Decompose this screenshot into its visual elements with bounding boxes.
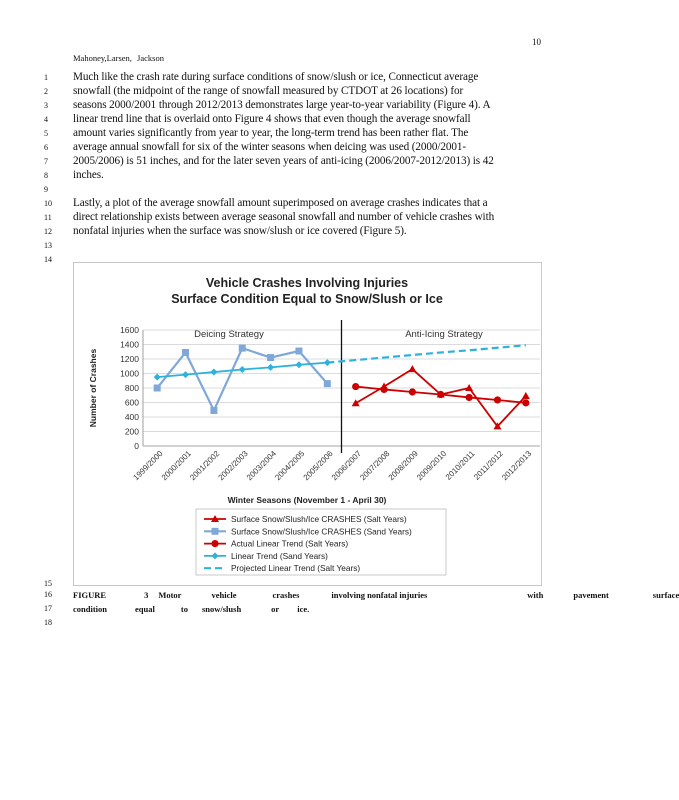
y-tick-label: 200 bbox=[124, 426, 139, 437]
running-header: Mahoney,Larsen, Jackson bbox=[73, 53, 164, 63]
line-number: 5 bbox=[44, 129, 48, 138]
line-number: 8 bbox=[44, 171, 48, 180]
line-number: 1 bbox=[44, 73, 48, 82]
y-tick-label: 1200 bbox=[120, 354, 139, 364]
x-tick-label: 2006/2007 bbox=[329, 449, 364, 483]
caption-word: to bbox=[180, 604, 188, 614]
page-number: 10 bbox=[532, 37, 541, 47]
line-number: 11 bbox=[44, 213, 52, 222]
x-axis-label: Winter Seasons (November 1 - April 30) bbox=[227, 495, 387, 505]
caption-word: surface bbox=[652, 590, 679, 600]
point-sand-crash bbox=[295, 348, 302, 355]
line-number: 14 bbox=[44, 255, 52, 264]
caption-word: involving nonfatal injuries bbox=[331, 590, 428, 600]
figure-caption-line-2 bbox=[73, 604, 309, 614]
line-number: 16 bbox=[44, 590, 52, 599]
point-salt-crash bbox=[522, 392, 530, 399]
point-sand-trend bbox=[210, 369, 217, 376]
point-sand-crash bbox=[324, 380, 331, 387]
caption-word: 3 bbox=[144, 590, 149, 600]
point-sand-trend bbox=[295, 361, 302, 368]
point-salt-trend bbox=[494, 396, 501, 403]
annotation-deicing: Deicing Strategy bbox=[194, 329, 264, 340]
text-line: 2005/2006) is 51 inches, and for the later seven years of anti-icing (2006/2007-2012/2013) is 42 bbox=[73, 155, 494, 167]
text-line: snowfall (the midpoint of the range of snowfall measured by CTDOT at 26 locations) for bbox=[73, 85, 464, 97]
annotation-anti-icing: Anti-Icing Strategy bbox=[405, 329, 483, 340]
series-line-projected bbox=[327, 345, 526, 362]
point-salt-trend bbox=[466, 394, 473, 401]
line-number: 7 bbox=[44, 157, 48, 166]
text-line: Lastly, a plot of the average snowfall amount superimposed on average crashes indicates that a bbox=[73, 197, 488, 209]
line-number: 18 bbox=[44, 618, 52, 627]
line-number: 17 bbox=[44, 604, 52, 613]
point-sand-crash bbox=[239, 345, 246, 352]
text-line: seasons 2000/2001 through 2012/2013 demonstrates large year-to-year variability (Figure 4). A bbox=[73, 99, 491, 111]
text-line: nonfatal injuries when the surface was snow/slush or ice covered (Figure 5). bbox=[73, 225, 407, 237]
line-number: 13 bbox=[44, 241, 52, 250]
point-sand-trend bbox=[154, 374, 161, 381]
text-line: average annual snowfall for six of the winter seasons when deicing was used (2000/2001- bbox=[73, 141, 467, 153]
caption-word: ice. bbox=[297, 604, 310, 614]
legend-marker-sand-crash bbox=[212, 528, 219, 535]
x-tick-label: 2000/2001 bbox=[159, 449, 193, 483]
point-salt-trend bbox=[522, 399, 529, 406]
point-sand-crash bbox=[267, 354, 274, 361]
point-sand-trend bbox=[239, 366, 246, 373]
chart-subtitle: Surface Condition Equal to Snow/Slush or Ice bbox=[171, 292, 443, 306]
caption-word: vehicle bbox=[211, 590, 237, 600]
line-number: 6 bbox=[44, 143, 48, 152]
text-line: direct relationship exists between average seasonal snowfall and number of vehicle crashes with bbox=[73, 211, 495, 223]
caption-word: condition bbox=[73, 604, 108, 614]
y-tick-label: 0 bbox=[134, 441, 139, 451]
point-sand-trend bbox=[182, 371, 189, 378]
point-salt-trend bbox=[409, 388, 416, 395]
text-line: linear trend line that is overlaid onto Figure 4 shows that even though the average snowfall bbox=[73, 113, 471, 125]
point-salt-trend bbox=[352, 383, 359, 390]
x-tick-label: 2001/2002 bbox=[188, 449, 222, 483]
x-tick-label: 2012/2013 bbox=[500, 449, 534, 483]
figure-caption-line-1 bbox=[73, 590, 679, 600]
y-tick-label: 800 bbox=[124, 383, 139, 393]
line-number: 9 bbox=[44, 185, 48, 194]
caption-word: or bbox=[271, 604, 280, 614]
line-number: 12 bbox=[44, 227, 52, 236]
caption-word: snow/slush bbox=[201, 604, 242, 614]
y-axis-label: Number of Crashes bbox=[88, 348, 98, 428]
x-tick-label: 1999/2000 bbox=[131, 449, 165, 483]
crash-chart-svg bbox=[74, 263, 541, 585]
caption-word: FIGURE bbox=[73, 590, 107, 600]
text-line: inches. bbox=[73, 169, 104, 181]
figure-chart bbox=[73, 262, 542, 586]
x-tick-label: 2005/2006 bbox=[301, 449, 335, 483]
y-tick-label: 1000 bbox=[120, 368, 139, 379]
series-line-sand-crash bbox=[157, 348, 327, 410]
x-tick-label: 2010/2011 bbox=[443, 449, 477, 482]
text-line: amount varies significantly from year to year, the long-term trend has been rather flat. The bbox=[73, 127, 469, 139]
point-salt-crash bbox=[465, 384, 473, 391]
point-sand-crash bbox=[182, 349, 189, 356]
point-sand-crash bbox=[154, 385, 161, 392]
legend-label: Linear Trend (Sand Years) bbox=[231, 550, 328, 561]
line-number: 2 bbox=[44, 87, 48, 96]
line-number: 15 bbox=[44, 579, 52, 588]
x-tick-label: 2007/2008 bbox=[358, 449, 392, 483]
point-salt-crash bbox=[380, 383, 388, 390]
line-number: 10 bbox=[44, 199, 52, 208]
y-tick-label: 400 bbox=[124, 412, 139, 422]
x-tick-label: 2009/2010 bbox=[415, 449, 449, 483]
x-tick-label: 2004/2005 bbox=[273, 449, 307, 483]
x-tick-label: 2011/2012 bbox=[472, 449, 505, 482]
y-tick-label: 1400 bbox=[120, 339, 139, 350]
legend-label: Actual Linear Trend (Salt Years) bbox=[231, 538, 349, 549]
legend-label: Surface Snow/Slush/Ice CRASHES (Salt Years) bbox=[231, 514, 407, 524]
caption-word: equal bbox=[135, 604, 155, 614]
point-sand-crash bbox=[210, 407, 217, 414]
caption-word: with bbox=[527, 590, 544, 600]
point-salt-crash bbox=[408, 365, 416, 372]
line-number: 4 bbox=[44, 115, 48, 124]
caption-word: pavement bbox=[573, 590, 609, 600]
caption-word: Motor bbox=[158, 590, 182, 600]
chart-title: Vehicle Crashes Involving Injuries bbox=[205, 276, 409, 290]
y-tick-label: 600 bbox=[124, 397, 139, 408]
point-sand-trend bbox=[324, 359, 331, 366]
y-tick-label: 1600 bbox=[120, 325, 139, 335]
legend-marker-salt-trend bbox=[211, 540, 218, 547]
line-number: 3 bbox=[44, 101, 48, 110]
x-tick-label: 2002/2003 bbox=[216, 449, 250, 483]
legend-label: Surface Snow/Slush/Ice CRASHES (Sand Years) bbox=[231, 526, 412, 537]
caption-word: crashes bbox=[272, 590, 300, 600]
legend-label: Projected Linear Trend (Salt Years) bbox=[231, 563, 361, 574]
text-line: Much like the crash rate during surface conditions of snow/slush or ice, Connecticut average bbox=[73, 71, 479, 83]
x-tick-label: 2008/2009 bbox=[386, 449, 420, 483]
point-sand-trend bbox=[267, 364, 274, 371]
x-tick-label: 2003/2004 bbox=[244, 449, 279, 483]
